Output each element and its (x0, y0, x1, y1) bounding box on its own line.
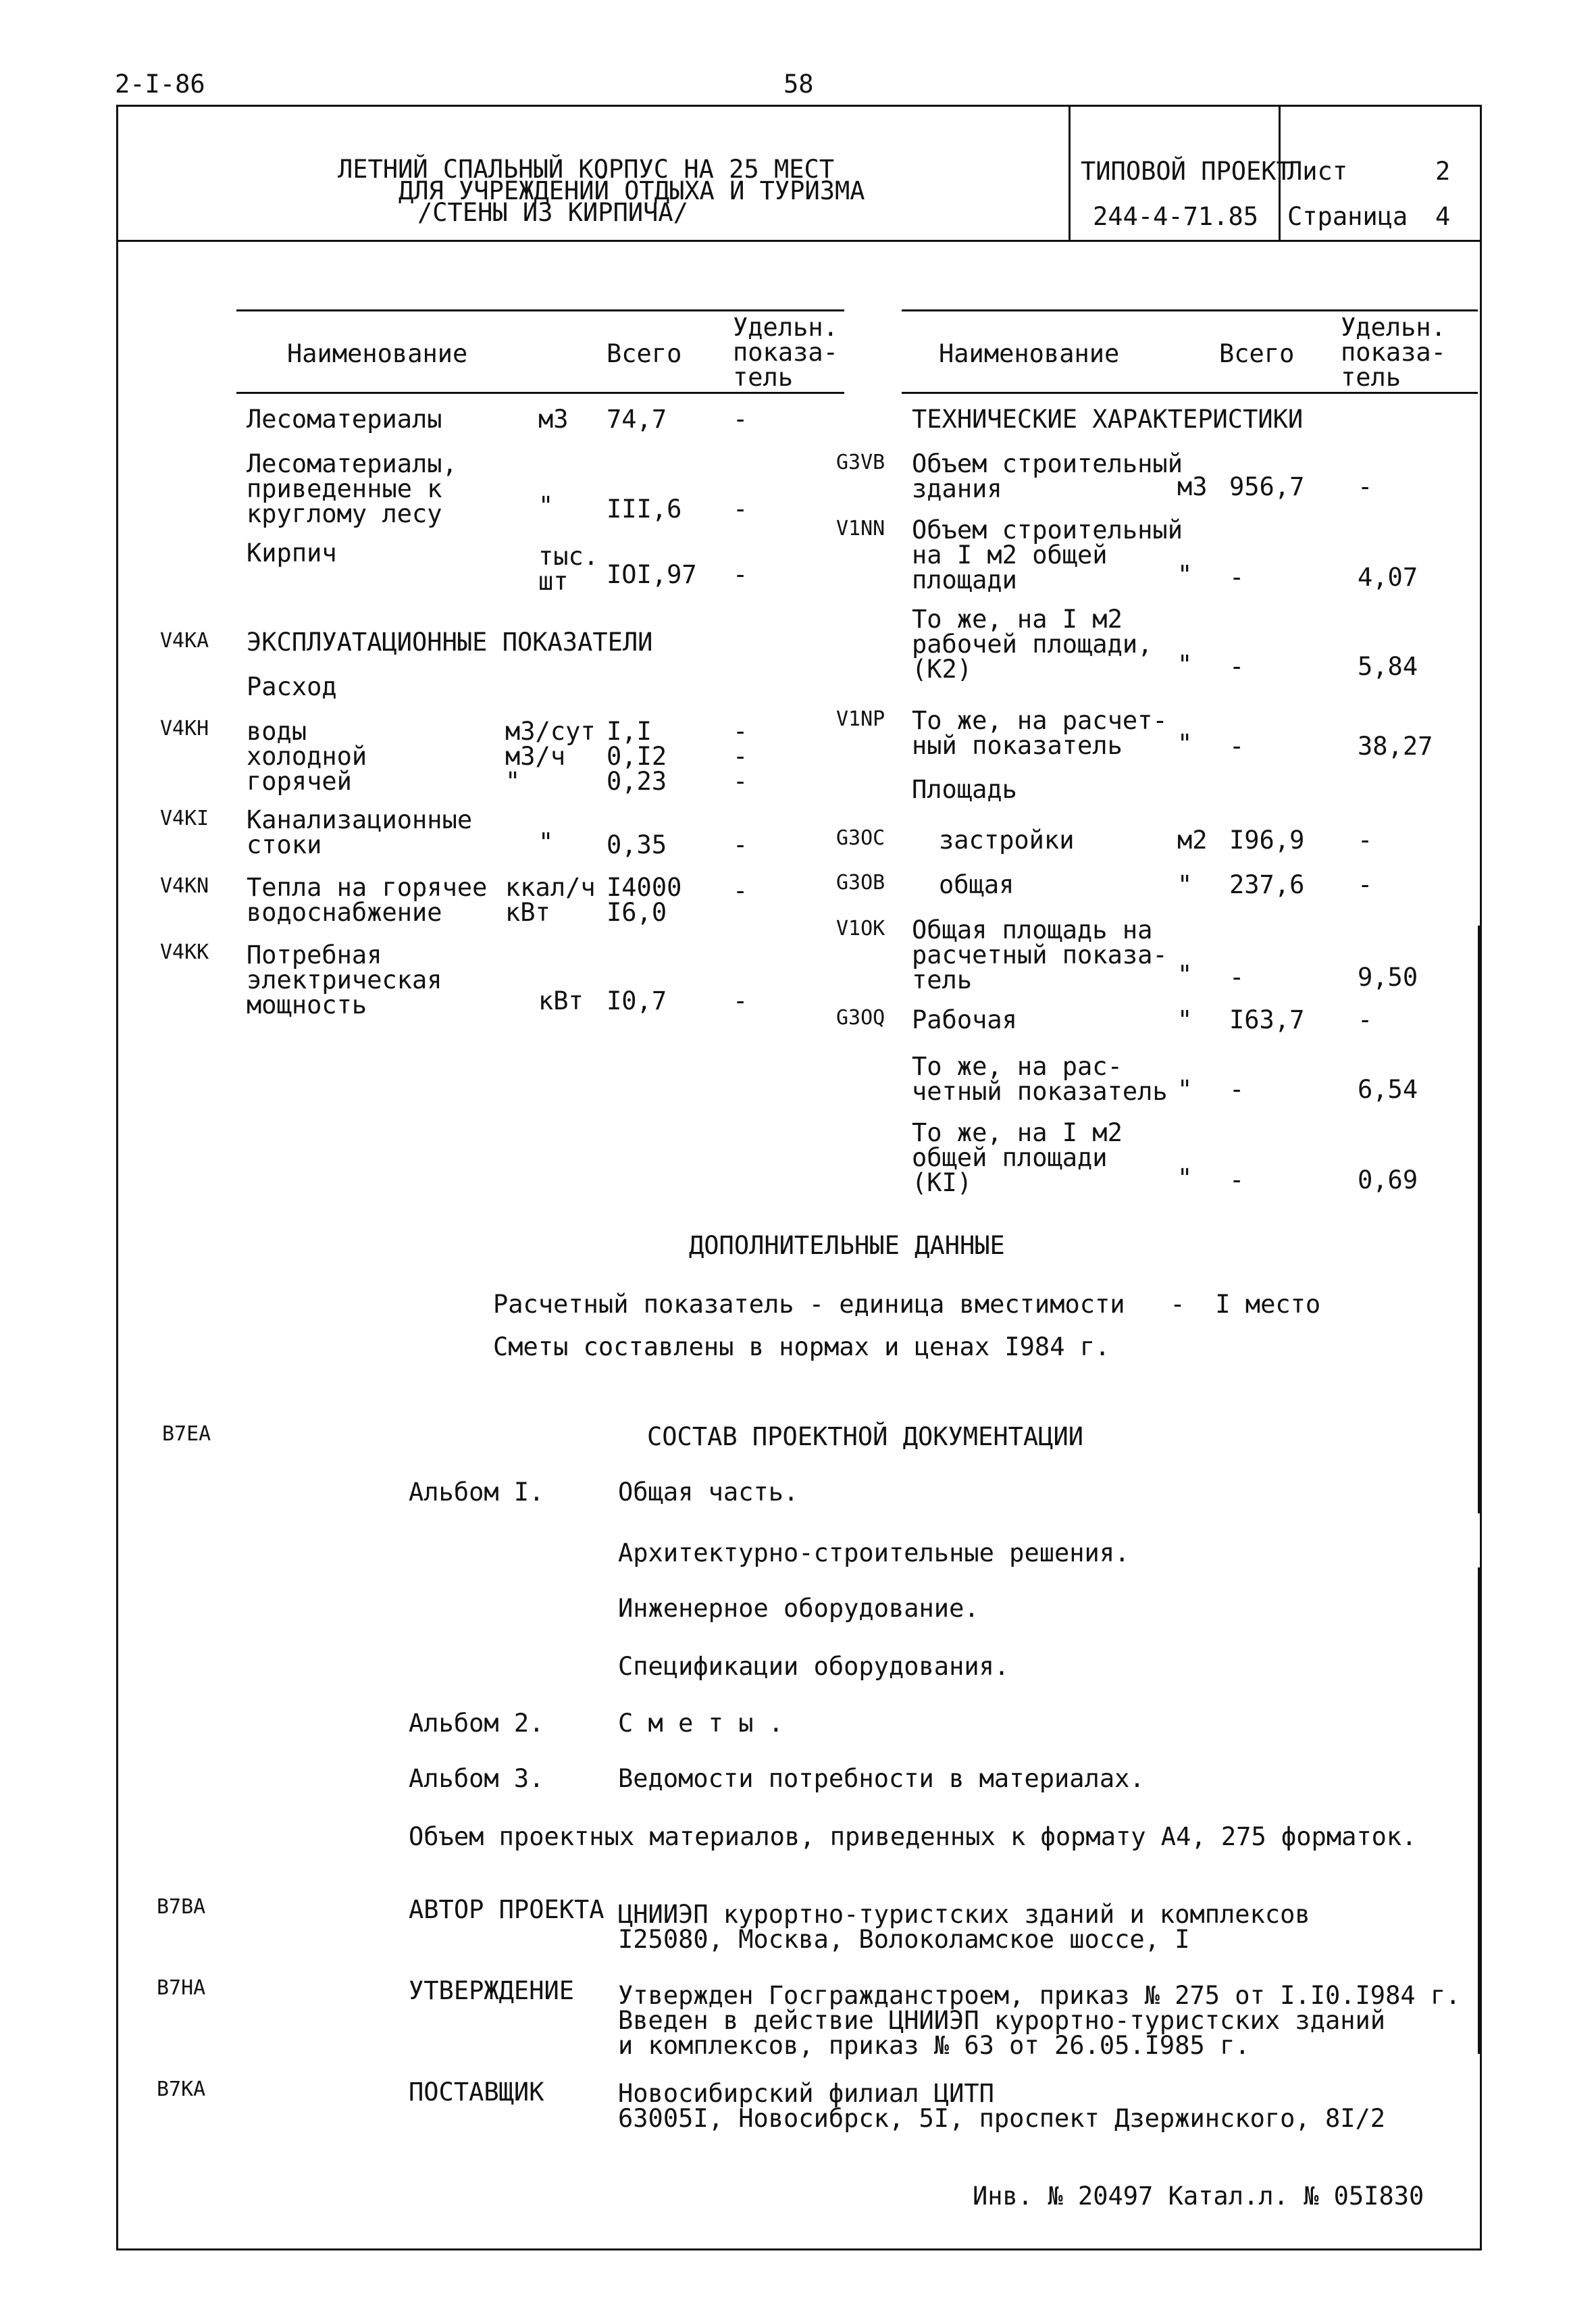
additional-heading: ДОПОЛНИТЕЛЬНЫЕ ДАННЫЕ (689, 1231, 1005, 1260)
right-row-8-name: Общая площадь на расчетный показа- тель (912, 915, 1168, 995)
left-row-5-spec: - - - (733, 717, 748, 796)
right-row-7-name: общая (939, 870, 1014, 899)
right-row-11-spec: 0,69 (1358, 1165, 1418, 1194)
right-row-2-unit: " (1177, 560, 1193, 589)
credit-2-code: B7KA (157, 2078, 206, 2101)
right-row-1-total: 956,7 (1229, 472, 1305, 501)
left-row-1-total: III,6 (607, 495, 682, 524)
left-row-2-name: Кирпич (247, 538, 337, 568)
album-1-item-3: Спецификации оборудования. (618, 1652, 1010, 1681)
credit-1-code: B7HA (157, 1976, 206, 2000)
header-vline-1 (1069, 105, 1071, 242)
right-row-7-spec: - (1358, 870, 1373, 899)
left-row-8-unit: кВт (538, 986, 584, 1015)
album-1-label: Альбом I. (409, 1478, 544, 1507)
right-row-9-total: I63,7 (1229, 1005, 1305, 1034)
header-title-line-3: /СТЕНЫ ИЗ КИРПИЧА/ (417, 198, 688, 227)
right-col-total-header: Всего (1219, 339, 1295, 368)
header-divider (116, 240, 1480, 242)
left-row-5-code: V4KH (160, 717, 209, 740)
right-margin-mark-2 (1478, 1567, 1480, 2054)
right-row-10-spec: 6,54 (1358, 1075, 1418, 1104)
right-row-7-unit: " (1177, 870, 1193, 899)
page-label: Страница (1287, 202, 1408, 231)
left-row-1-spec: - (733, 495, 748, 524)
right-row-8-unit: " (1177, 960, 1193, 989)
left-table-header-rule (236, 392, 844, 394)
left-row-8-name: Потребная электрическая мощность (247, 940, 442, 1020)
album-2-item: С м е т ы . (618, 1709, 784, 1738)
left-row-0-unit: м3 (538, 405, 569, 434)
left-col-specific-header: Удельн. показа- тель (733, 313, 838, 392)
right-table-top-rule (902, 309, 1478, 311)
composition-volume: Объем проектных материалов, приведенных к формату А4, 275 форматок. (409, 1822, 1417, 1851)
right-row-6-total: I96,9 (1229, 826, 1305, 855)
right-row-3-unit: " (1177, 650, 1193, 679)
project-number: 244-4-71.85 (1093, 202, 1259, 231)
left-row-5-total: I,I 0,I2 0,23 (607, 717, 667, 796)
project-label: ТИПОВОЙ ПРОЕКТ (1081, 157, 1291, 186)
page-number: 58 (783, 70, 814, 99)
right-row-11-name: То же, на I м2 общей площади (KI) (912, 1118, 1123, 1197)
right-row-7-code: G3OB (836, 871, 885, 895)
right-row-4-code: V1NP (836, 707, 885, 731)
right-row-4-unit: " (1177, 729, 1193, 758)
left-row-0-name: Лесоматериалы (247, 405, 442, 434)
credit-0-text: ЦНИИЭП курортно-туристских зданий и комплексов I25080, Москва, Волоколамское шоссе, I (618, 1900, 1310, 1954)
left-row-7-total: I4000 I6,0 (607, 873, 682, 927)
additional-line-1: Расчетный показатель - единица вместимости - I место (493, 1290, 1321, 1319)
right-row-10-unit: " (1177, 1075, 1193, 1104)
right-row-9-code: G3OQ (836, 1006, 885, 1030)
album-2-label: Альбом 2. (409, 1709, 544, 1738)
right-row-11-total: - (1229, 1165, 1245, 1194)
album-1-item-1: Архитектурно-строительные решения. (618, 1538, 1130, 1567)
credit-0-label: АВТОР ПРОЕКТА (409, 1895, 604, 1924)
right-row-1-unit: м3 (1177, 472, 1208, 501)
right-row-8-code: V1OK (836, 917, 885, 940)
right-row-0-name: ТЕХНИЧЕСКИЕ ХАРАКТЕРИСТИКИ (912, 405, 1304, 434)
credit-2-label: ПОСТАВЩИК (409, 2078, 544, 2107)
composition-heading: СОСТАВ ПРОЕКТНОЙ ДОКУМЕНТАЦИИ (647, 1422, 1084, 1451)
additional-line-2: Сметы составлены в нормах и ценах I984 г. (493, 1332, 1110, 1361)
left-row-7-spec: - (733, 876, 748, 905)
right-row-11-unit: " (1177, 1163, 1193, 1192)
left-row-8-code: V4KK (160, 940, 209, 964)
right-row-1-code: G3VB (836, 451, 885, 474)
right-row-10-name: То же, на рас- четный показатель (912, 1052, 1168, 1106)
left-row-5-name: воды холодной горячей (247, 717, 367, 796)
sheet-value: 2 (1435, 157, 1451, 186)
right-row-5-name: Площадь (912, 775, 1017, 804)
left-row-6-unit: " (538, 828, 554, 857)
album-1-item-2: Инженерное оборудование. (618, 1594, 979, 1623)
right-row-6-unit: м2 (1177, 826, 1208, 855)
left-row-2-unit: тыс. шт (538, 542, 599, 596)
album-3-label: Альбом 3. (409, 1764, 544, 1793)
left-col-name-header: Наименование (287, 339, 468, 368)
left-row-7-name: Тепла на горячее водоснабжение (247, 873, 488, 927)
left-row-6-total: 0,35 (607, 830, 667, 859)
right-row-2-spec: 4,07 (1358, 563, 1418, 592)
left-row-2-total: IOI,97 (607, 560, 697, 589)
left-row-0-total: 74,7 (607, 405, 667, 434)
left-row-1-name: Лесоматериалы, приведенные к круглому лесу (247, 449, 457, 528)
right-row-6-spec: - (1358, 826, 1373, 855)
left-row-8-spec: - (733, 986, 748, 1015)
left-row-2-spec: - (733, 560, 748, 589)
inventory-footer: Инв. № 20497 Катал.л. № 05I830 (973, 2182, 1424, 2211)
right-col-name-header: Наименование (939, 339, 1120, 368)
header-title-line-2: ДЛЯ УЧРЕЖДЕНИЙ ОТДЫХА И ТУРИЗМА (398, 176, 865, 205)
credit-1-label: УТВЕРЖДЕНИЕ (409, 1976, 575, 2005)
left-row-7-unit: ккал/ч кВт (505, 873, 596, 927)
left-col-total-header: Всего (607, 339, 682, 368)
right-row-7-total: 237,6 (1229, 870, 1305, 899)
page-value: 4 (1435, 202, 1451, 231)
right-row-6-code: G3OC (836, 826, 885, 850)
right-row-2-name: Объем строительный на I м2 общей площади (912, 515, 1183, 595)
left-row-6-spec: - (733, 830, 748, 859)
right-row-3-name: То же, на I м2 рабочей площади, (K2) (912, 605, 1153, 684)
album-1-item-0: Общая часть. (618, 1478, 799, 1507)
credit-0-code: B7BA (157, 1895, 206, 1919)
left-row-8-total: I0,7 (607, 986, 667, 1015)
right-row-2-code: V1NN (836, 517, 885, 540)
right-row-10-total: - (1229, 1075, 1245, 1104)
right-row-9-spec: - (1358, 1005, 1373, 1034)
right-row-2-total: - (1229, 563, 1245, 592)
sheet-label: Лист (1287, 157, 1348, 186)
right-row-1-spec: - (1358, 472, 1373, 501)
album-3-item: Ведомости потребности в материалах. (618, 1764, 1145, 1793)
credit-1-text: Утвержден Госгражданстроем, приказ № 275 от I.I0.I984 г. Введен в действие ЦНИИЭП курортно-туристских зданий и комплексов, приказ № 63 от 26.05.I985 г. (618, 1981, 1461, 2060)
document-code: 2-I-86 (115, 70, 205, 99)
right-row-8-total: - (1229, 963, 1245, 992)
composition-code: B7EA (162, 1422, 211, 1446)
right-row-3-total: - (1229, 652, 1245, 681)
right-row-1-name: Объем строительный здания (912, 449, 1183, 503)
left-row-3-code: V4KA (160, 629, 209, 653)
right-row-9-name: Рабочая (912, 1005, 1017, 1034)
left-row-0-spec: - (733, 405, 748, 434)
header-title-line-1: ЛЕТНИЙ СПАЛЬНЫЙ КОРПУС НА 25 МЕСТ (338, 155, 835, 184)
right-row-4-spec: 38,27 (1358, 732, 1433, 761)
left-row-1-unit: " (538, 491, 554, 520)
left-row-3-name: ЭКСПЛУАТАЦИОННЫЕ ПОКАЗАТЕЛИ (247, 628, 653, 657)
right-row-9-unit: " (1177, 1005, 1193, 1034)
left-table-top-rule (236, 309, 844, 311)
left-row-7-code: V4KN (160, 874, 209, 898)
right-row-4-name: То же, на расчет- ный показатель (912, 706, 1168, 760)
left-row-6-name: Канализационные стоки (247, 805, 473, 859)
right-row-8-spec: 9,50 (1358, 963, 1418, 992)
left-row-6-code: V4KI (160, 807, 209, 830)
right-margin-mark-1 (1478, 926, 1480, 1513)
right-table-header-rule (902, 392, 1478, 394)
right-row-3-spec: 5,84 (1358, 652, 1418, 681)
right-col-specific-header: Удельн. показа- тель (1341, 313, 1446, 392)
credit-2-text: Новосибирский филиал ЦИТП 63005I, Новосибрск, 5I, проспект Дзержинского, 8I/2 (618, 2079, 1386, 2133)
right-row-4-total: - (1229, 732, 1245, 761)
left-row-4-name: Расход (247, 672, 337, 701)
left-row-5-unit: м3/сут м3/ч " (505, 717, 596, 796)
right-row-6-name: застройки (939, 826, 1075, 855)
